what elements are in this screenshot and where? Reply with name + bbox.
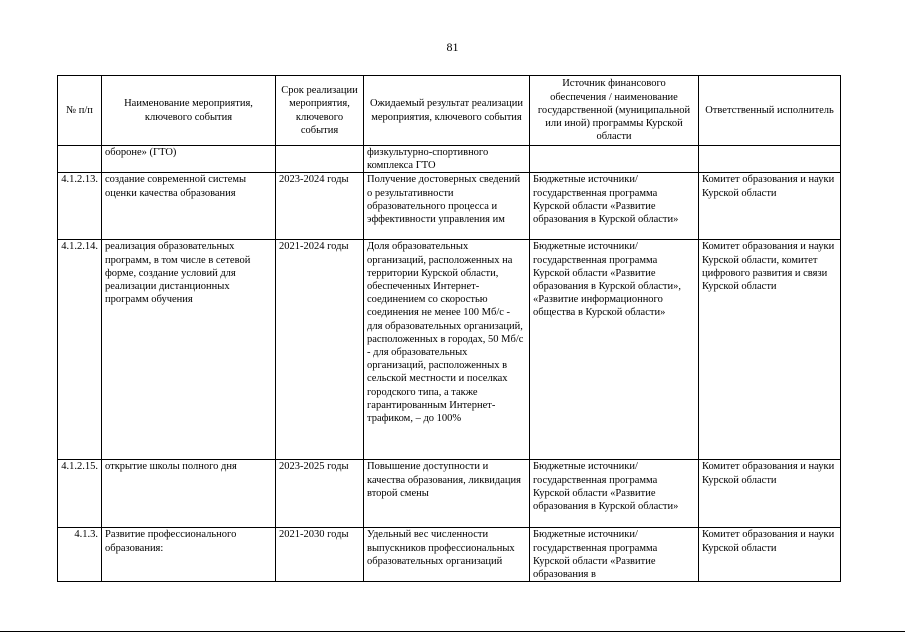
row-funding-source: Бюджетные источники/государственная программа Курской области «Развитие образования в Курской области», «Развитие информационного общества в Курской области»: [530, 240, 699, 460]
row-event-name: реализация образовательных программ, в том числе в сетевой форме, создание условий для реализации дистанционных программ обучения: [102, 240, 276, 460]
header-funding-source: Источник финансового обеспечения / наименование государственной (муниципальной или иной) программы Курской области: [530, 76, 699, 146]
row-event-name: обороне» (ГТО): [102, 146, 276, 173]
table-row: [58, 173, 841, 240]
row-event-name: открытие школы полного дня: [102, 460, 276, 528]
row-funding-source: Бюджетные источники/государственная программа Курской области «Развитие образования в Курской области»: [530, 173, 699, 240]
row-expected-result: Доля образовательных организаций, расположенных на территории Курской области, обеспеченных Интернет-соединением со скоростью соединения не менее 100 Мб/с - для образовательных организаций, расположенных в городах, 50 Мб/с - для образовательных организаций, расположенных в сельской местности и поселках городского типа, а также гарантированным Интернет-трафиком, – до 100%: [364, 240, 530, 460]
row-term: [276, 146, 364, 173]
row-expected-result: физкультурно-спортивного комплекса ГТО: [364, 146, 530, 173]
row-number: 4.1.3.: [58, 528, 102, 582]
table-header-row: [58, 76, 841, 146]
row-number: [58, 146, 102, 173]
row-term: 2021-2030 годы: [276, 528, 364, 582]
row-term: 2023-2025 годы: [276, 460, 364, 528]
row-expected-result: Получение достоверных сведений о результативности образовательного процесса и эффективности управления им: [364, 173, 530, 240]
header-executor: Ответственный исполнитель: [699, 76, 841, 146]
events-table: [57, 75, 841, 582]
row-expected-result: Удельный вес численности выпускников профессиональных образовательных организаций: [364, 528, 530, 582]
row-expected-result: Повышение доступности и качества образования, ликвидация второй смены: [364, 460, 530, 528]
page-number: 81: [446, 40, 459, 54]
header-expected-result: Ожидаемый результат реализации мероприятия, ключевого события: [364, 76, 530, 146]
row-number: 4.1.2.13.: [58, 173, 102, 240]
header-term: Срок реализации мероприятия, ключевого события: [276, 76, 364, 146]
row-funding-source: Бюджетные источники/государственная программа Курской области «Развитие образования в Курской области»: [530, 460, 699, 528]
row-executor: Комитет образования и науки Курской области: [699, 460, 841, 528]
table-row: [58, 460, 841, 528]
row-funding-source: Бюджетные источники/государственная программа Курской области «Развитие образования в: [530, 528, 699, 582]
row-funding-source: [530, 146, 699, 173]
row-executor: Комитет образования и науки Курской области: [699, 528, 841, 582]
page-bottom-edge: [0, 631, 905, 632]
table-row: [58, 240, 841, 460]
row-number: 4.1.2.15.: [58, 460, 102, 528]
table-row: [58, 146, 841, 173]
table-row: [58, 528, 841, 582]
row-event-name: Развитие профессионального образования:: [102, 528, 276, 582]
row-event-name: создание современной системы оценки качества образования: [102, 173, 276, 240]
row-term: 2023-2024 годы: [276, 173, 364, 240]
row-executor: Комитет образования и науки Курской области, комитет цифрового развития и связи Курской области: [699, 240, 841, 460]
row-term: 2021-2024 годы: [276, 240, 364, 460]
header-number: № п/п: [58, 76, 102, 146]
row-number: 4.1.2.14.: [58, 240, 102, 460]
header-event-name: Наименование мероприятия, ключевого события: [102, 76, 276, 146]
row-executor: Комитет образования и науки Курской области: [699, 173, 841, 240]
row-executor: [699, 146, 841, 173]
